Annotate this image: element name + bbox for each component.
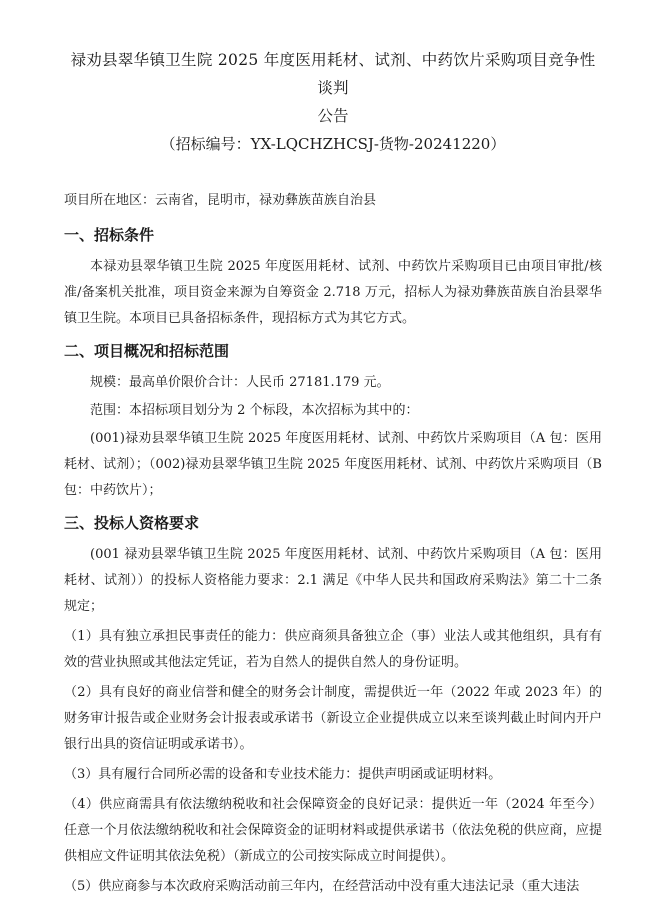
qualification-item: （1）具有独立承担民事责任的能力：供应商须具备独立企（事）业法人或其他组织，具有有效的营业执照或其他法定凭证，若为自然人的提供自然人的身份证明。 xyxy=(64,629,602,670)
qualification-item: （5）供应商参与本次政府采购活动前三年内，在经营活动中没有重大违法记录（重大违法 xyxy=(64,879,580,894)
project-location: 项目所在地区：云南省，昆明市，禄劝彝族苗族自治县 xyxy=(64,193,377,208)
scope-paragraph: 范围：本招标项目划分为 2 个标段，本次招标为其中的： xyxy=(90,403,419,418)
document-title-suffix: 公告 xyxy=(317,107,349,125)
document-title: 禄劝县翠华镇卫生院 2025 年度医用耗材、试剂、中药饮片采购项目竞争性谈判 xyxy=(70,51,596,97)
lots-paragraph: (001)禄劝县翠华镇卫生院 2025 年度医用耗材、试剂、中药饮片采购项目（A 包：医用耗材、试剂）；（002)禄劝县翠华镇卫生院 2025 年度医用耗材、试剂、中药饮片采购项目（B 包：中药饮片）； xyxy=(64,431,602,498)
section-heading-conditions: 一、招标条件 xyxy=(64,226,155,244)
qualification-intro: (001 禄劝县翠华镇卫生院 2025 年度医用耗材、试剂、中药饮片采购项目（A 包：医用耗材、试剂））的投标人资格能力要求：2.1 满足《中华人民共和国政府采购法》第二十二条规定； xyxy=(64,547,602,614)
qualification-item: （2）具有良好的商业信誉和健全的财务会计制度，需提供近一年（2022 年或 2023 年）的财务审计报告或企业财务会计报表或承诺书（新设立企业提供成立以来至谈判截止时间内开户银行出具的资信证明或承诺书）。 xyxy=(64,685,602,752)
bid-code: （招标编号：YX-LQCHZHCSJ-货物-20241220） xyxy=(160,135,506,153)
qualification-item: （3）具有履行合同所必需的设备和专业技术能力：提供声明函或证明材料。 xyxy=(64,767,502,782)
section-heading-scope: 二、项目概况和招标范围 xyxy=(64,342,230,360)
conditions-paragraph: 本禄劝县翠华镇卫生院 2025 年度医用耗材、试剂、中药饮片采购项目已由项目审批/核准/备案机关批准，项目资金来源为自筹资金 2.718 万元，招标人为禄劝彝族苗族自治县翠华镇卫生院。本项目已具备招标条件，现招标方式为其它方式。 xyxy=(64,259,602,326)
scale-paragraph: 规模：最高单价限价合计：人民币 27181.179 元。 xyxy=(90,375,390,390)
section-heading-qualifications: 三、投标人资格要求 xyxy=(64,514,200,532)
qualification-item: （4）供应商需具有依法缴纳税收和社会保障资金的良好记录：提供近一年（2024 年至今）任意一个月依法缴纳税收和社会保障资金的证明材料或提供承诺书（依法免税的供应商，应提供相应文件证明其依法免税）（新成立的公司按实际成立时间提供）。 xyxy=(64,797,602,864)
